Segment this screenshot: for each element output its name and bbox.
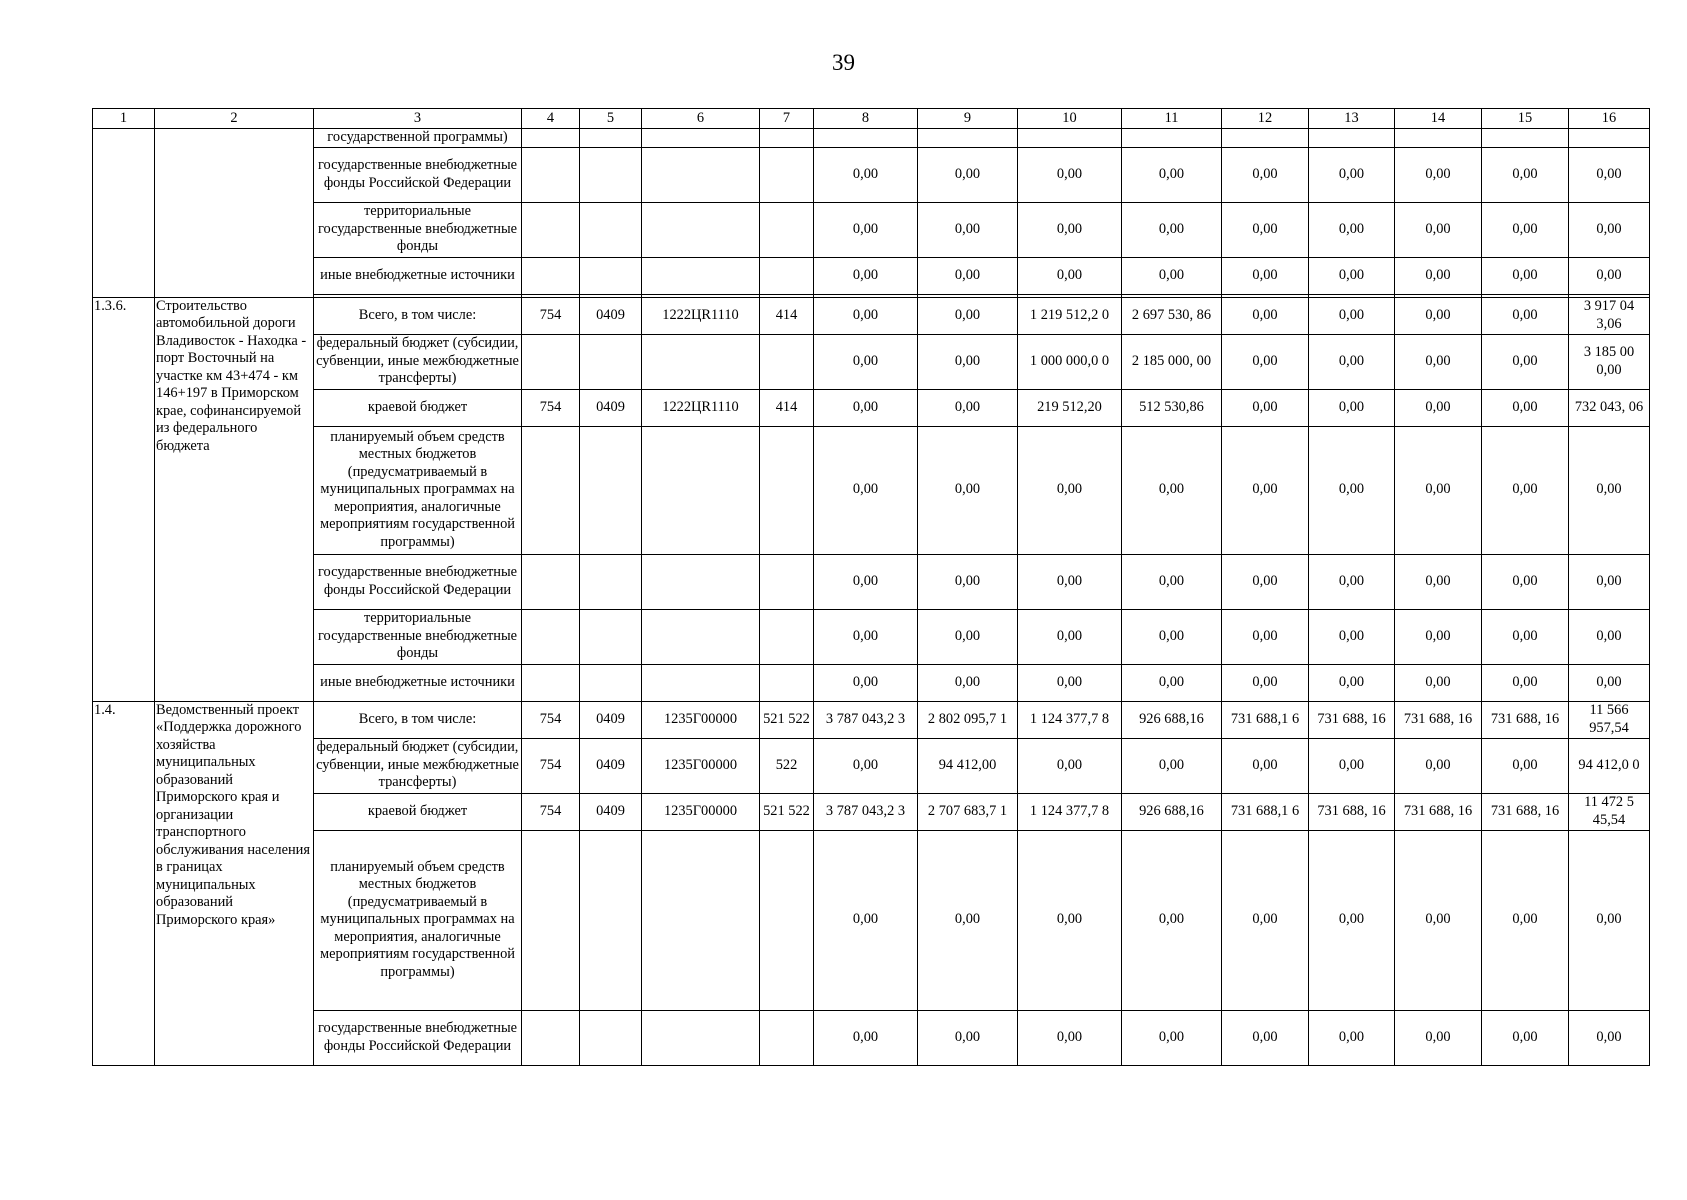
amount-cell: 731 688, 16 [1395,701,1482,738]
amount-cell: 0,00 [1395,554,1482,609]
table-row [93,793,1650,830]
source-cell-territorial_funds: территориальные государственные внебюджетные фонды [314,202,522,257]
amount-cell: 0,00 [814,257,918,294]
code-cell [642,147,760,202]
amount-cell: 0,00 [814,664,918,701]
source-cell-state_funds: государственные внебюджетные фонды Российской Федерации [314,554,522,609]
table-row [93,297,1650,334]
column-header: 13 [1309,109,1395,129]
code-cell [760,830,814,1010]
amount-cell: 0,00 [1122,554,1222,609]
amount-cell: 926 688,16 [1122,793,1222,830]
amount-cell: 0,00 [1309,389,1395,426]
amount-cell: 0,00 [1395,389,1482,426]
item-number-cell [93,129,155,298]
amount-cell: 0,00 [1395,334,1482,389]
amount-cell: 0,00 [1222,334,1309,389]
amount-cell: 0,00 [1018,426,1122,554]
amount-cell: 0,00 [814,297,918,334]
amount-cell: 926 688,16 [1122,701,1222,738]
code-cell [642,664,760,701]
amount-cell: 0,00 [1395,664,1482,701]
amount-cell: 0,00 [1018,738,1122,793]
amount-cell: 11 566 957,54 [1569,701,1650,738]
amount-cell: 0,00 [1122,426,1222,554]
amount-cell: 1 124 377,7 8 [1018,701,1122,738]
amount-cell: 0,00 [1222,830,1309,1010]
amount-cell: 0,00 [814,554,918,609]
amount-cell: 0,00 [1482,202,1569,257]
column-header: 6 [642,109,760,129]
amount-cell: 0,00 [1395,609,1482,664]
code-cell [760,554,814,609]
source-cell-regional: краевой бюджет [314,389,522,426]
amount-cell: 219 512,20 [1018,389,1122,426]
table-row [93,609,1650,664]
amount-cell: 3 185 00 0,00 [1569,334,1650,389]
amount-cell: 0,00 [1395,147,1482,202]
code-cell [522,1010,580,1065]
code-cell [522,334,580,389]
amount-cell: 0,00 [918,257,1018,294]
code-cell [642,202,760,257]
amount-cell: 0,00 [1395,297,1482,334]
amount-cell: 0,00 [918,389,1018,426]
amount-cell: 0,00 [1122,738,1222,793]
amount-cell: 0,00 [1309,147,1395,202]
column-header: 3 [314,109,522,129]
amount-cell: 0,00 [1122,147,1222,202]
amount-cell: 0,00 [1482,334,1569,389]
table-row [93,1010,1650,1065]
code-cell [580,1010,642,1065]
amount-cell: 2 802 095,7 1 [918,701,1018,738]
amount-cell: 0,00 [918,554,1018,609]
column-header: 2 [155,109,314,129]
amount-cell: 0,00 [1309,297,1395,334]
code-cell [642,554,760,609]
amount-cell: 1 219 512,2 0 [1018,297,1122,334]
code-cell [522,147,580,202]
amount-cell: 731 688, 16 [1309,793,1395,830]
amount-cell: 0,00 [1482,147,1569,202]
code-cell: 522 [760,738,814,793]
code-cell: 0409 [580,297,642,334]
code-cell [760,426,814,554]
code-cell [522,426,580,554]
source-cell-federal: федеральный бюджет (субсидии, субвенции, иные межбюджетные трансферты) [314,738,522,793]
amount-cell: 0,00 [1018,202,1122,257]
amount-cell: 3 787 043,2 3 [814,701,918,738]
amount-cell: 0,00 [918,664,1018,701]
amount-cell: 0,00 [1018,554,1122,609]
amount-cell: 0,00 [1222,147,1309,202]
amount-cell: 1 000 000,0 0 [1018,334,1122,389]
amount-cell: 0,00 [1222,554,1309,609]
code-cell [580,202,642,257]
amount-cell: 0,00 [918,334,1018,389]
code-cell [642,334,760,389]
amount-cell: 0,00 [1222,297,1309,334]
amount-cell: 0,00 [1018,147,1122,202]
amount-cell: 0,00 [918,609,1018,664]
amount-cell: 0,00 [814,1010,918,1065]
amount-cell: 0,00 [814,389,918,426]
item-number-cell: 1.4. [93,701,155,1065]
amount-cell: 0,00 [1482,830,1569,1010]
amount-cell: 0,00 [918,830,1018,1010]
amount-cell: 0,00 [1482,554,1569,609]
source-cell-local: планируемый объем средств местных бюджетов (предусматриваемый в муниципальных программах на мероприятия, аналогичные мероприятиям государственной программы) [314,830,522,1010]
column-header: 1 [93,109,155,129]
code-cell: 414 [760,389,814,426]
code-cell [522,664,580,701]
amount-cell: 0,00 [1018,257,1122,294]
column-header: 7 [760,109,814,129]
source-cell-state_funds: государственные внебюджетные фонды Российской Федерации [314,1010,522,1065]
amount-cell: 0,00 [1482,426,1569,554]
amount-cell: 0,00 [814,202,918,257]
code-cell [642,257,760,294]
amount-cell: 0,00 [1482,1010,1569,1065]
amount-cell: 0,00 [1309,738,1395,793]
amount-cell: 0,00 [1482,609,1569,664]
amount-cell: 0,00 [1122,830,1222,1010]
code-cell [760,257,814,294]
amount-cell: 0,00 [1122,202,1222,257]
code-cell [580,664,642,701]
table-row [93,334,1650,389]
amount-cell: 3 917 04 3,06 [1569,297,1650,334]
amount-cell: 731 688, 16 [1395,793,1482,830]
table-row [93,426,1650,554]
amount-cell: 0,00 [918,297,1018,334]
amount-cell: 0,00 [1569,664,1650,701]
amount-cell: 1 124 377,7 8 [1018,793,1122,830]
code-cell [522,830,580,1010]
amount-cell: 0,00 [1309,664,1395,701]
code-cell [760,609,814,664]
column-header: 9 [918,109,1018,129]
amount-cell: 0,00 [1569,202,1650,257]
code-cell: 521 522 [760,701,814,738]
amount-cell: 94 412,00 [918,738,1018,793]
code-cell [760,147,814,202]
amount-cell: 0,00 [1395,426,1482,554]
amount-cell: 731 688, 16 [1482,701,1569,738]
amount-cell: 0,00 [1222,1010,1309,1065]
amount-cell: 731 688,1 6 [1222,793,1309,830]
source-cell-local: планируемый объем средств местных бюджетов (предусматриваемый в муниципальных программах на мероприятия, аналогичные мероприятиям государственной программы) [314,426,522,554]
code-cell [760,334,814,389]
column-header: 8 [814,109,918,129]
code-cell [580,257,642,294]
amount-cell: 0,00 [814,738,918,793]
table-row [93,701,1650,738]
source-cell-other: иные внебюджетные источники [314,257,522,294]
code-cell: 1222ЦR1110 [642,389,760,426]
amount-cell: 2 707 683,7 1 [918,793,1018,830]
amount-cell: 731 688,1 6 [1222,701,1309,738]
amount-cell: 512 530,86 [1122,389,1222,426]
amount-cell: 0,00 [1395,830,1482,1010]
amount-cell: 0,00 [1222,257,1309,294]
source-cell-federal: федеральный бюджет (субсидии, субвенции, иные межбюджетные трансферты) [314,334,522,389]
code-cell: 0409 [580,701,642,738]
budget-table [92,108,1650,1066]
amount-cell: 0,00 [1309,830,1395,1010]
code-cell [580,426,642,554]
amount-cell: 0,00 [1482,664,1569,701]
amount-cell: 0,00 [1569,1010,1650,1065]
code-cell: 1235Г00000 [642,738,760,793]
amount-cell: 0,00 [1309,257,1395,294]
code-cell [642,426,760,554]
code-cell [580,554,642,609]
amount-cell: 0,00 [1482,297,1569,334]
source-cell-regional: краевой бюджет [314,793,522,830]
amount-cell: 2 697 530, 86 [1122,297,1222,334]
code-cell: 0409 [580,389,642,426]
amount-cell: 0,00 [1482,257,1569,294]
item-description-cell: Ведомственный проект «Поддержка дорожного хозяйства муниципальных образований Приморского края и организации транспортного обслуживания населения в границах муниципальных образований Приморского края» [155,701,314,1065]
amount-cell: 0,00 [1395,202,1482,257]
table-row [93,738,1650,793]
amount-cell: 0,00 [1482,738,1569,793]
amount-cell: 0,00 [1122,257,1222,294]
code-cell [760,202,814,257]
amount-cell: 11 472 5 45,54 [1569,793,1650,830]
table-row [93,147,1650,202]
table-row [93,664,1650,701]
amount-cell: 0,00 [1395,257,1482,294]
amount-cell: 2 185 000, 00 [1122,334,1222,389]
table-row [93,129,1650,148]
code-cell: 754 [522,738,580,793]
amount-cell: 0,00 [918,202,1018,257]
code-cell: 414 [760,297,814,334]
code-cell [642,830,760,1010]
source-cell-local_tail: государственной программы) [314,129,522,148]
code-cell [522,202,580,257]
code-cell [580,830,642,1010]
amount-cell: 0,00 [1222,202,1309,257]
amount-cell: 0,00 [1309,202,1395,257]
amount-cell: 0,00 [1569,554,1650,609]
column-header: 14 [1395,109,1482,129]
amount-cell: 0,00 [1222,389,1309,426]
amount-cell: 0,00 [1222,426,1309,554]
column-header: 10 [1018,109,1122,129]
amount-cell: 0,00 [1569,257,1650,294]
amount-cell: 0,00 [814,609,918,664]
code-cell: 1235Г00000 [642,793,760,830]
item-number-cell: 1.3.6. [93,297,155,701]
amount-cell: 0,00 [1309,609,1395,664]
amount-cell: 0,00 [918,147,1018,202]
amount-cell: 731 688, 16 [1482,793,1569,830]
column-header: 15 [1482,109,1569,129]
amount-cell: 0,00 [1569,426,1650,554]
item-description-cell [155,129,314,298]
table-row [93,389,1650,426]
amount-cell: 0,00 [1122,609,1222,664]
amount-cell: 0,00 [814,830,918,1010]
amount-cell: 0,00 [1122,1010,1222,1065]
amount-cell: 0,00 [1569,609,1650,664]
code-cell [580,147,642,202]
source-cell-state_funds: государственные внебюджетные фонды Российской Федерации [314,147,522,202]
amount-cell: 0,00 [1309,1010,1395,1065]
code-cell: 754 [522,701,580,738]
code-cell: 1222ЦR1110 [642,297,760,334]
amount-cell: 731 688, 16 [1309,701,1395,738]
code-cell [522,554,580,609]
code-cell [522,609,580,664]
code-cell: 521 522 [760,793,814,830]
amount-cell: 0,00 [814,147,918,202]
code-cell [760,664,814,701]
column-header: 16 [1569,109,1650,129]
amount-cell: 0,00 [1482,389,1569,426]
amount-cell: 0,00 [1569,830,1650,1010]
code-cell [760,1010,814,1065]
table-row [93,554,1650,609]
source-cell-total: Всего, в том числе: [314,701,522,738]
amount-cell: 0,00 [1222,738,1309,793]
table-row [93,257,1650,294]
code-cell [580,609,642,664]
column-header: 12 [1222,109,1309,129]
code-cell: 0409 [580,738,642,793]
amount-cell: 3 787 043,2 3 [814,793,918,830]
amount-cell: 0,00 [1018,1010,1122,1065]
amount-cell: 94 412,0 0 [1569,738,1650,793]
amount-cell: 0,00 [1395,738,1482,793]
amount-cell: 0,00 [1569,147,1650,202]
amount-cell: 0,00 [1018,609,1122,664]
amount-cell: 0,00 [1018,830,1122,1010]
code-cell: 0409 [580,793,642,830]
amount-cell: 0,00 [1122,664,1222,701]
code-cell [642,1010,760,1065]
table-row [93,202,1650,257]
code-cell [642,609,760,664]
code-cell: 754 [522,793,580,830]
source-cell-total: Всего, в том числе: [314,297,522,334]
amount-cell: 0,00 [814,426,918,554]
amount-cell: 0,00 [1309,334,1395,389]
amount-cell: 0,00 [1309,426,1395,554]
source-cell-territorial_funds: территориальные государственные внебюджетные фонды [314,609,522,664]
code-cell: 754 [522,389,580,426]
amount-cell: 0,00 [1309,554,1395,609]
item-description-cell: Строительство автомобильной дороги Владивосток - Находка - порт Восточный на участке км 43+474 - км 146+197 в Приморском крае, софинансируемой из федерального бюджета [155,297,314,701]
header-row [93,109,1650,129]
column-header: 4 [522,109,580,129]
amount-cell: 0,00 [918,426,1018,554]
amount-cell: 0,00 [1395,1010,1482,1065]
amount-cell: 0,00 [1018,664,1122,701]
code-cell [522,257,580,294]
table-row [93,830,1650,1010]
column-header: 5 [580,109,642,129]
amount-cell: 732 043, 06 [1569,389,1650,426]
page-number: 39 [832,50,855,75]
amount-cell: 0,00 [814,334,918,389]
amount-cell: 0,00 [918,1010,1018,1065]
column-header: 11 [1122,109,1222,129]
amount-cell: 0,00 [1222,609,1309,664]
source-cell-other: иные внебюджетные источники [314,664,522,701]
code-cell [580,334,642,389]
code-cell: 1235Г00000 [642,701,760,738]
amount-cell: 0,00 [1222,664,1309,701]
code-cell: 754 [522,297,580,334]
